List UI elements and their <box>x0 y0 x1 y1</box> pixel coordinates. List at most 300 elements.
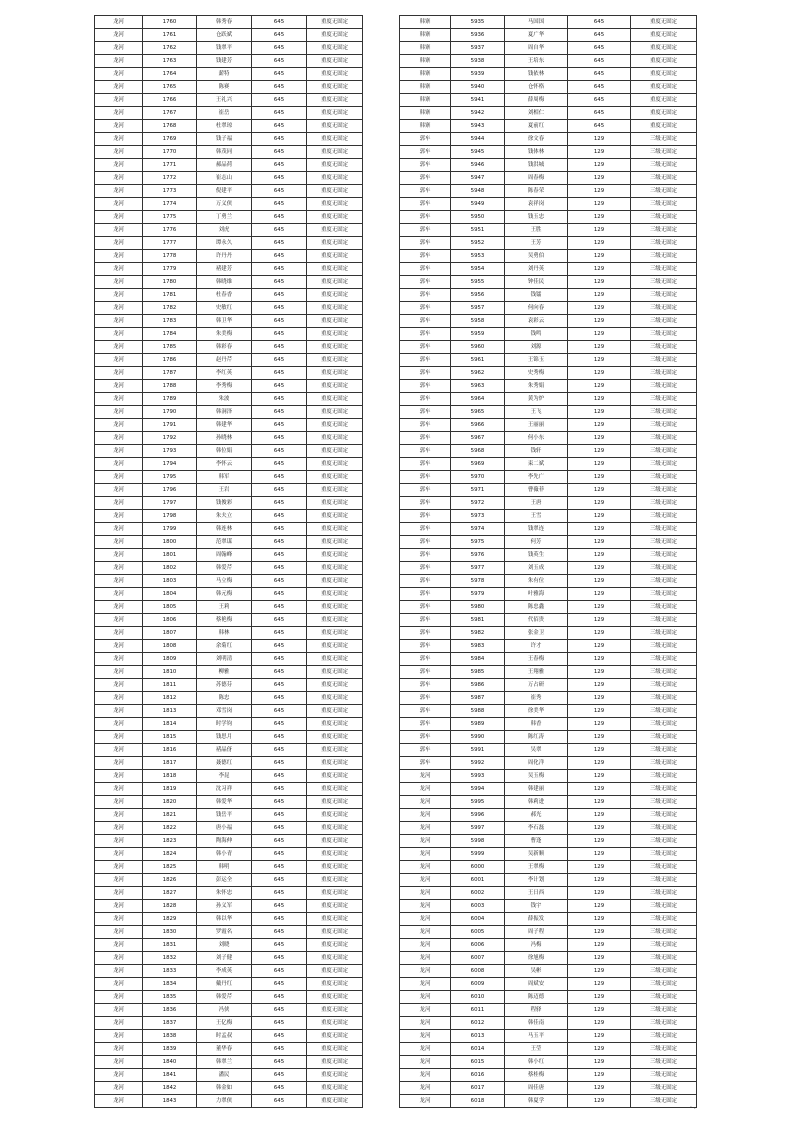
name-cell: 韩翠兰 <box>197 1056 252 1069</box>
name-cell: 仓怀格 <box>505 81 568 94</box>
id-cell: 5957 <box>451 302 505 315</box>
category-cell: 三级无固定 <box>631 614 697 627</box>
category-cell: 重度无固定 <box>307 432 363 445</box>
region-cell: 韩寨 <box>400 107 451 120</box>
name-cell: 时学钧 <box>197 718 252 731</box>
id-cell: 6004 <box>451 913 505 926</box>
name-cell: 孙义军 <box>197 900 252 913</box>
id-cell: 5942 <box>451 107 505 120</box>
table-row <box>400 601 697 614</box>
table-row <box>400 783 697 796</box>
category-cell: 重度无固定 <box>307 523 363 536</box>
right-roster-body <box>400 16 697 1108</box>
table-row <box>95 120 363 133</box>
table-row <box>95 705 363 718</box>
id-cell: 5940 <box>451 81 505 94</box>
amount-cell: 129 <box>568 289 631 302</box>
category-cell: 重度无固定 <box>307 237 363 250</box>
table-row <box>400 965 697 978</box>
id-cell: 5983 <box>451 640 505 653</box>
amount-cell: 645 <box>252 770 307 783</box>
table-row <box>95 536 363 549</box>
table-row <box>400 588 697 601</box>
region-cell: 龙河 <box>95 211 143 224</box>
region-cell: 龙河 <box>95 367 143 380</box>
category-cell: 三级无固定 <box>631 497 697 510</box>
category-cell: 重度无固定 <box>307 458 363 471</box>
table-row <box>95 887 363 900</box>
category-cell: 三级无固定 <box>631 965 697 978</box>
amount-cell: 645 <box>252 939 307 952</box>
name-cell: 刘丹英 <box>505 263 568 276</box>
table-row <box>400 627 697 640</box>
name-cell: 周斌安 <box>505 978 568 991</box>
name-cell: 朱夫立 <box>197 510 252 523</box>
name-cell: 程驿 <box>505 1004 568 1017</box>
region-cell: 龙河 <box>400 835 451 848</box>
region-cell: 郭车 <box>400 211 451 224</box>
name-cell: 韩位娟 <box>197 445 252 458</box>
amount-cell: 645 <box>252 1017 307 1030</box>
amount-cell: 645 <box>252 497 307 510</box>
amount-cell: 129 <box>568 1069 631 1082</box>
region-cell: 郭车 <box>400 549 451 562</box>
amount-cell: 645 <box>252 302 307 315</box>
amount-cell: 645 <box>252 380 307 393</box>
table-row <box>95 367 363 380</box>
amount-cell: 645 <box>252 1004 307 1017</box>
category-cell: 重度无固定 <box>631 68 697 81</box>
name-cell: 许丹丹 <box>197 250 252 263</box>
id-cell: 5982 <box>451 627 505 640</box>
amount-cell: 645 <box>252 757 307 770</box>
id-cell: 1768 <box>143 120 197 133</box>
category-cell: 重度无固定 <box>631 29 697 42</box>
name-cell: 刘明清 <box>197 653 252 666</box>
name-cell: 吴新顺 <box>505 848 568 861</box>
region-cell: 龙河 <box>95 601 143 614</box>
region-cell: 龙河 <box>95 913 143 926</box>
table-row <box>400 796 697 809</box>
name-cell: 史敏红 <box>197 302 252 315</box>
region-cell: 龙河 <box>95 523 143 536</box>
name-cell: 代佰贵 <box>505 614 568 627</box>
id-cell: 1767 <box>143 107 197 120</box>
amount-cell: 645 <box>568 120 631 133</box>
region-cell: 龙河 <box>95 1056 143 1069</box>
region-cell: 郭车 <box>400 588 451 601</box>
name-cell: 韩莉进 <box>505 796 568 809</box>
amount-cell: 645 <box>252 1030 307 1043</box>
id-cell: 5968 <box>451 445 505 458</box>
region-cell: 龙河 <box>95 536 143 549</box>
region-cell: 郭车 <box>400 432 451 445</box>
amount-cell: 129 <box>568 666 631 679</box>
table-row <box>95 1004 363 1017</box>
amount-cell: 129 <box>568 1030 631 1043</box>
table-row <box>95 237 363 250</box>
amount-cell: 645 <box>252 42 307 55</box>
id-cell: 1825 <box>143 861 197 874</box>
region-cell: 龙河 <box>400 1095 451 1108</box>
amount-cell: 129 <box>568 822 631 835</box>
category-cell: 重度无固定 <box>307 770 363 783</box>
category-cell: 重度无固定 <box>307 68 363 81</box>
name-cell: 夏广华 <box>505 29 568 42</box>
name-cell: 黄为炉 <box>505 393 568 406</box>
name-cell: 钱子福 <box>197 133 252 146</box>
category-cell: 重度无固定 <box>307 16 363 29</box>
category-cell: 重度无固定 <box>307 952 363 965</box>
region-cell: 龙河 <box>95 783 143 796</box>
corner-mark: · . <box>690 1104 696 1111</box>
id-cell: 1829 <box>143 913 197 926</box>
amount-cell: 645 <box>252 146 307 159</box>
id-cell: 6003 <box>451 900 505 913</box>
category-cell: 三级无固定 <box>631 861 697 874</box>
table-row <box>95 796 363 809</box>
category-cell: 重度无固定 <box>307 679 363 692</box>
region-cell: 龙河 <box>400 1069 451 1082</box>
name-cell: 潘民 <box>197 1069 252 1082</box>
name-cell: 钱岳平 <box>197 809 252 822</box>
region-cell: 龙河 <box>95 133 143 146</box>
category-cell: 重度无固定 <box>307 354 363 367</box>
table-row <box>95 913 363 926</box>
table-row <box>400 224 697 237</box>
category-cell: 重度无固定 <box>307 744 363 757</box>
table-row <box>400 341 697 354</box>
id-cell: 1766 <box>143 94 197 107</box>
name-cell: 王莹 <box>505 1043 568 1056</box>
amount-cell: 129 <box>568 991 631 1004</box>
table-row <box>95 289 363 302</box>
amount-cell: 645 <box>568 29 631 42</box>
category-cell: 重度无固定 <box>307 822 363 835</box>
id-cell: 1817 <box>143 757 197 770</box>
id-cell: 5951 <box>451 224 505 237</box>
amount-cell: 645 <box>252 614 307 627</box>
id-cell: 1810 <box>143 666 197 679</box>
id-cell: 1787 <box>143 367 197 380</box>
category-cell: 重度无固定 <box>307 796 363 809</box>
region-cell: 郭车 <box>400 471 451 484</box>
amount-cell: 129 <box>568 887 631 900</box>
table-row <box>95 835 363 848</box>
name-cell: 叶雅海 <box>505 588 568 601</box>
region-cell: 郭车 <box>400 718 451 731</box>
region-cell: 龙河 <box>95 926 143 939</box>
id-cell: 5977 <box>451 562 505 575</box>
amount-cell: 645 <box>252 458 307 471</box>
region-cell: 龙河 <box>95 406 143 419</box>
id-cell: 6002 <box>451 887 505 900</box>
table-row <box>95 419 363 432</box>
amount-cell: 645 <box>252 926 307 939</box>
category-cell: 三级无固定 <box>631 211 697 224</box>
table-row <box>95 315 363 328</box>
id-cell: 1795 <box>143 471 197 484</box>
name-cell: 薪特 <box>197 68 252 81</box>
region-cell: 郭车 <box>400 328 451 341</box>
table-row <box>400 835 697 848</box>
name-cell: 聂德红 <box>197 757 252 770</box>
region-cell: 韩寨 <box>400 94 451 107</box>
region-cell: 龙河 <box>95 432 143 445</box>
table-row <box>95 16 363 29</box>
amount-cell: 645 <box>252 861 307 874</box>
name-cell: 韩明 <box>197 861 252 874</box>
table-row <box>400 55 697 68</box>
region-cell: 龙河 <box>400 1043 451 1056</box>
category-cell: 重度无固定 <box>307 705 363 718</box>
name-cell: 崔志山 <box>197 172 252 185</box>
name-cell: 陈赛 <box>197 81 252 94</box>
region-cell: 龙河 <box>400 952 451 965</box>
region-cell: 龙河 <box>95 68 143 81</box>
id-cell: 5970 <box>451 471 505 484</box>
category-cell: 重度无固定 <box>307 536 363 549</box>
name-cell: 袁彩云 <box>505 315 568 328</box>
region-cell: 郭车 <box>400 419 451 432</box>
name-cell: 马国国 <box>505 16 568 29</box>
name-cell: 彭运全 <box>197 874 252 887</box>
name-cell: 薛振发 <box>505 913 568 926</box>
category-cell: 三级无固定 <box>631 653 697 666</box>
table-row <box>95 1043 363 1056</box>
name-cell: 朱美梅 <box>197 328 252 341</box>
amount-cell: 645 <box>252 666 307 679</box>
name-cell: 蔡桂梅 <box>505 1069 568 1082</box>
id-cell: 1783 <box>143 315 197 328</box>
table-row <box>400 887 697 900</box>
amount-cell: 129 <box>568 549 631 562</box>
amount-cell: 645 <box>252 354 307 367</box>
amount-cell: 645 <box>252 484 307 497</box>
name-cell: 谭永久 <box>197 237 252 250</box>
name-cell: 何向春 <box>505 302 568 315</box>
left-roster-body <box>95 16 363 1108</box>
category-cell: 重度无固定 <box>307 848 363 861</box>
category-cell: 重度无固定 <box>307 1082 363 1095</box>
category-cell: 三级无固定 <box>631 523 697 536</box>
region-cell: 龙河 <box>400 978 451 991</box>
table-row <box>95 575 363 588</box>
category-cell: 三级无固定 <box>631 757 697 770</box>
name-cell: 韩夏学 <box>505 1095 568 1108</box>
id-cell: 5967 <box>451 432 505 445</box>
id-cell: 1780 <box>143 276 197 289</box>
region-cell: 龙河 <box>95 822 143 835</box>
name-cell: 崔岳 <box>197 107 252 120</box>
region-cell: 龙河 <box>95 1017 143 1030</box>
name-cell: 李成英 <box>197 965 252 978</box>
category-cell: 重度无固定 <box>307 1056 363 1069</box>
region-cell: 龙河 <box>95 562 143 575</box>
table-row <box>95 783 363 796</box>
table-row <box>400 913 697 926</box>
region-cell: 郭车 <box>400 562 451 575</box>
name-cell: 仓跃斌 <box>197 29 252 42</box>
table-row <box>95 471 363 484</box>
amount-cell: 129 <box>568 536 631 549</box>
name-cell: 周自华 <box>505 42 568 55</box>
id-cell: 5987 <box>451 692 505 705</box>
table-row <box>95 770 363 783</box>
amount-cell: 645 <box>252 237 307 250</box>
category-cell: 三级无固定 <box>631 627 697 640</box>
category-cell: 三级无固定 <box>631 679 697 692</box>
region-cell: 郭车 <box>400 536 451 549</box>
name-cell: 陈春荣 <box>505 185 568 198</box>
category-cell: 三级无固定 <box>631 913 697 926</box>
table-row <box>400 94 697 107</box>
amount-cell: 129 <box>568 861 631 874</box>
amount-cell: 129 <box>568 562 631 575</box>
category-cell: 三级无固定 <box>631 744 697 757</box>
category-cell: 重度无固定 <box>307 965 363 978</box>
name-cell: 韩佳南 <box>505 1017 568 1030</box>
amount-cell: 129 <box>568 432 631 445</box>
name-cell: 朱有位 <box>505 575 568 588</box>
region-cell: 龙河 <box>95 94 143 107</box>
name-cell: 王莉 <box>197 601 252 614</box>
category-cell: 三级无固定 <box>631 484 697 497</box>
id-cell: 1788 <box>143 380 197 393</box>
amount-cell: 645 <box>252 978 307 991</box>
name-cell: 徐文春 <box>505 133 568 146</box>
table-row <box>95 523 363 536</box>
amount-cell: 129 <box>568 315 631 328</box>
region-cell: 龙河 <box>95 185 143 198</box>
amount-cell: 645 <box>568 68 631 81</box>
name-cell: 钱轩 <box>505 445 568 458</box>
region-cell: 郭车 <box>400 484 451 497</box>
category-cell: 重度无固定 <box>307 614 363 627</box>
category-cell: 三级无固定 <box>631 549 697 562</box>
amount-cell: 129 <box>568 913 631 926</box>
id-cell: 1762 <box>143 42 197 55</box>
id-cell: 1793 <box>143 445 197 458</box>
name-cell: 褚建芳 <box>197 263 252 276</box>
name-cell: 韩秀春 <box>197 16 252 29</box>
id-cell: 5998 <box>451 835 505 848</box>
table-row <box>400 198 697 211</box>
region-cell: 龙河 <box>95 640 143 653</box>
id-cell: 5944 <box>451 133 505 146</box>
region-cell: 龙河 <box>95 744 143 757</box>
name-cell: 力翠侠 <box>197 1095 252 1108</box>
category-cell: 重度无固定 <box>307 81 363 94</box>
category-cell: 三级无固定 <box>631 1004 697 1017</box>
region-cell: 龙河 <box>400 809 451 822</box>
amount-cell: 129 <box>568 250 631 263</box>
id-cell: 5994 <box>451 783 505 796</box>
category-cell: 重度无固定 <box>307 653 363 666</box>
id-cell: 6008 <box>451 965 505 978</box>
id-cell: 5992 <box>451 757 505 770</box>
id-cell: 1843 <box>143 1095 197 1108</box>
id-cell: 1782 <box>143 302 197 315</box>
region-cell: 郭车 <box>400 315 451 328</box>
id-cell: 5993 <box>451 770 505 783</box>
region-cell: 龙河 <box>400 1082 451 1095</box>
region-cell: 郭车 <box>400 289 451 302</box>
name-cell: 韩金如 <box>197 1082 252 1095</box>
table-row <box>95 627 363 640</box>
id-cell: 5952 <box>451 237 505 250</box>
table-row <box>95 146 363 159</box>
region-cell: 郭车 <box>400 302 451 315</box>
category-cell: 重度无固定 <box>307 393 363 406</box>
region-cell: 龙河 <box>95 497 143 510</box>
category-cell: 三级无固定 <box>631 1043 697 1056</box>
amount-cell: 129 <box>568 367 631 380</box>
name-cell: 沈习祥 <box>197 783 252 796</box>
id-cell: 1792 <box>143 432 197 445</box>
name-cell: 曹薇菲 <box>505 484 568 497</box>
id-cell: 1779 <box>143 263 197 276</box>
id-cell: 1773 <box>143 185 197 198</box>
amount-cell: 129 <box>568 406 631 419</box>
name-cell: 刘晓 <box>197 939 252 952</box>
table-row <box>400 42 697 55</box>
category-cell: 重度无固定 <box>307 341 363 354</box>
id-cell: 5941 <box>451 94 505 107</box>
region-cell: 韩寨 <box>400 42 451 55</box>
table-row <box>95 900 363 913</box>
category-cell: 重度无固定 <box>631 55 697 68</box>
region-cell: 龙河 <box>400 783 451 796</box>
id-cell: 1790 <box>143 406 197 419</box>
amount-cell: 129 <box>568 211 631 224</box>
table-row <box>95 952 363 965</box>
region-cell: 龙河 <box>95 1095 143 1108</box>
category-cell: 重度无固定 <box>307 510 363 523</box>
table-row <box>95 640 363 653</box>
table-row <box>95 601 363 614</box>
amount-cell: 645 <box>252 432 307 445</box>
table-row <box>95 874 363 887</box>
table-row <box>400 29 697 42</box>
table-row <box>95 939 363 952</box>
amount-cell: 645 <box>252 81 307 94</box>
name-cell: 韩以华 <box>197 913 252 926</box>
amount-cell: 645 <box>252 185 307 198</box>
amount-cell: 129 <box>568 380 631 393</box>
id-cell: 5971 <box>451 484 505 497</box>
region-cell: 郭车 <box>400 146 451 159</box>
id-cell: 1816 <box>143 744 197 757</box>
name-cell: 钱洪城 <box>505 159 568 172</box>
id-cell: 1811 <box>143 679 197 692</box>
category-cell: 三级无固定 <box>631 393 697 406</box>
id-cell: 1765 <box>143 81 197 94</box>
name-cell: 刘子健 <box>197 952 252 965</box>
amount-cell: 645 <box>252 523 307 536</box>
id-cell: 5969 <box>451 458 505 471</box>
region-cell: 龙河 <box>95 471 143 484</box>
region-cell: 龙河 <box>95 484 143 497</box>
id-cell: 1824 <box>143 848 197 861</box>
region-cell: 龙河 <box>400 1004 451 1017</box>
amount-cell: 645 <box>252 159 307 172</box>
amount-cell: 645 <box>568 16 631 29</box>
table-row <box>400 445 697 458</box>
category-cell: 重度无固定 <box>307 107 363 120</box>
table-row <box>95 276 363 289</box>
amount-cell: 129 <box>568 172 631 185</box>
